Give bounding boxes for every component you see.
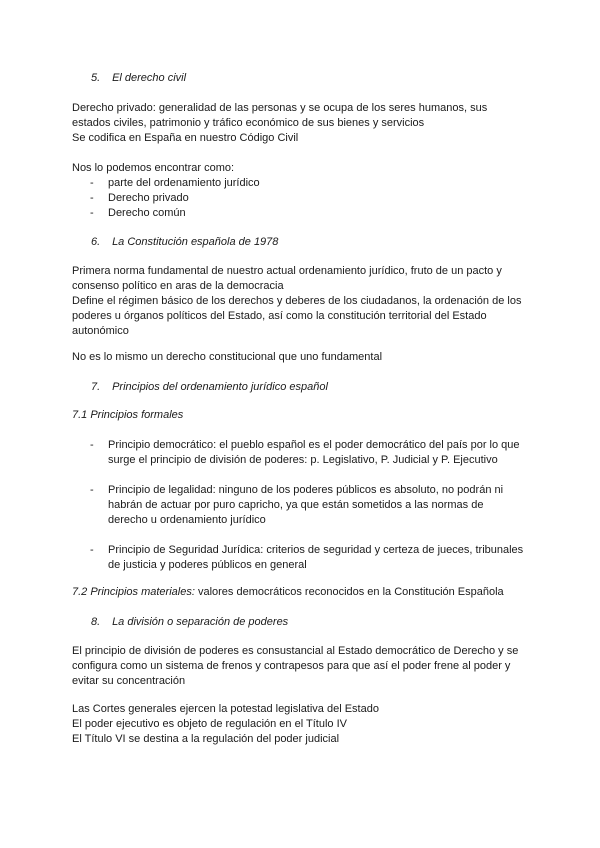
list-item (90, 483, 540, 528)
dash-bullet: - (90, 177, 94, 189)
dash-bullet: - (90, 192, 94, 204)
dash-bullet: - (90, 439, 94, 451)
section-5-intro: Nos lo podemos encontrar como: (72, 162, 235, 174)
text-line: surge el principio de división de poderes: p. Legislativo, P. Judicial y P. Ejecutivo (108, 454, 498, 466)
text-line: habrán de actuar por puro capricho, ya que están sometidos a las normas de (108, 499, 484, 511)
text-line: Las Cortes generales ejercen la potestad legislativa del Estado (72, 703, 379, 715)
subsection-7-1-heading: 7.1 Principios formales (72, 409, 184, 421)
text-line: Primera norma fundamental de nuestro actual ordenamiento jurídico, fruto de un pacto y (72, 265, 502, 277)
section-5-paragraph (72, 101, 534, 146)
section-5-heading (91, 71, 186, 86)
section-5-title: El derecho civil (112, 72, 187, 84)
text-line: Principio de legalidad: ninguno de los poderes públicos es absoluto, no podrán ni (108, 484, 504, 496)
list-item (90, 191, 540, 206)
text-line: Define el régimen básico de los derechos y deberes de los ciudadanos, la ordenación de los (72, 295, 522, 307)
text-line: autonómico (72, 325, 129, 337)
formal-principles-list (90, 438, 540, 588)
subsection-7-2 (72, 585, 534, 600)
subsection-7-2-text: valores democráticos reconocidos en la Constitución Española (194, 586, 504, 598)
text-line: configura como un sistema de frenos y contrapesos para que así el poder frene al poder y (72, 660, 511, 672)
list-item-text: Derecho común (108, 207, 186, 219)
list-item (90, 438, 540, 468)
section-7-title: Principios del ordenamiento jurídico español (112, 381, 328, 393)
text-line: El poder ejecutivo es objeto de regulación en el Título IV (72, 718, 347, 730)
text-line: Principio de Seguridad Jurídica: criterios de seguridad y certeza de jueces, tribunales (108, 544, 524, 556)
section-8-heading (91, 615, 288, 630)
section-8-number: 8. (91, 616, 101, 628)
text-line: de justicia y poderes públicos en general (108, 559, 307, 571)
section-8-powers (72, 702, 534, 747)
text-line: Principio democrático: el pueblo español es el poder democrático del país por lo que (108, 439, 520, 451)
section-8-paragraph (72, 644, 534, 689)
section-5-number: 5. (91, 72, 101, 84)
text-line: El principio de división de poderes es consustancial al Estado democrático de Derecho y se (72, 645, 519, 657)
dash-bullet: - (90, 484, 94, 496)
section-6-paragraph (72, 264, 534, 339)
section-6-title: La Constitución española de 1978 (112, 236, 279, 248)
text-line: evitar su concentración (72, 675, 186, 687)
text-line: poderes u órganos políticos del Estado, así como la constitución territorial del Estado (72, 310, 487, 322)
section-6-heading (91, 235, 278, 250)
list-item (90, 176, 540, 191)
text-line: Derecho privado: generalidad de las personas y se ocupa de los seres humanos, sus (72, 102, 488, 114)
dash-bullet: - (90, 544, 94, 556)
text-line: Se codifica en España en nuestro Código Civil (72, 132, 299, 144)
section-7-heading (91, 380, 328, 395)
list-item (90, 543, 540, 573)
section-5-list (90, 176, 540, 221)
section-8-title: La división o separación de poderes (112, 616, 289, 628)
section-7-number: 7. (91, 381, 101, 393)
dash-bullet: - (90, 207, 94, 219)
list-item (90, 206, 540, 221)
list-item-text: Derecho privado (108, 192, 189, 204)
list-item-text: parte del ordenamiento jurídico (108, 177, 260, 189)
text-line: derecho u ordenamiento jurídico (108, 514, 266, 526)
text-line: estados civiles, patrimonio y tráfico económico de sus bienes y servicios (72, 117, 425, 129)
section-6-number: 6. (91, 236, 101, 248)
section-6-note: No es lo mismo un derecho constitucional que uno fundamental (72, 351, 383, 363)
text-line: El Título VI se destina a la regulación del poder judicial (72, 733, 340, 745)
text-line: consenso político en aras de la democracia (72, 280, 284, 292)
subsection-7-2-label: 7.2 Principios materiales: (72, 586, 195, 598)
